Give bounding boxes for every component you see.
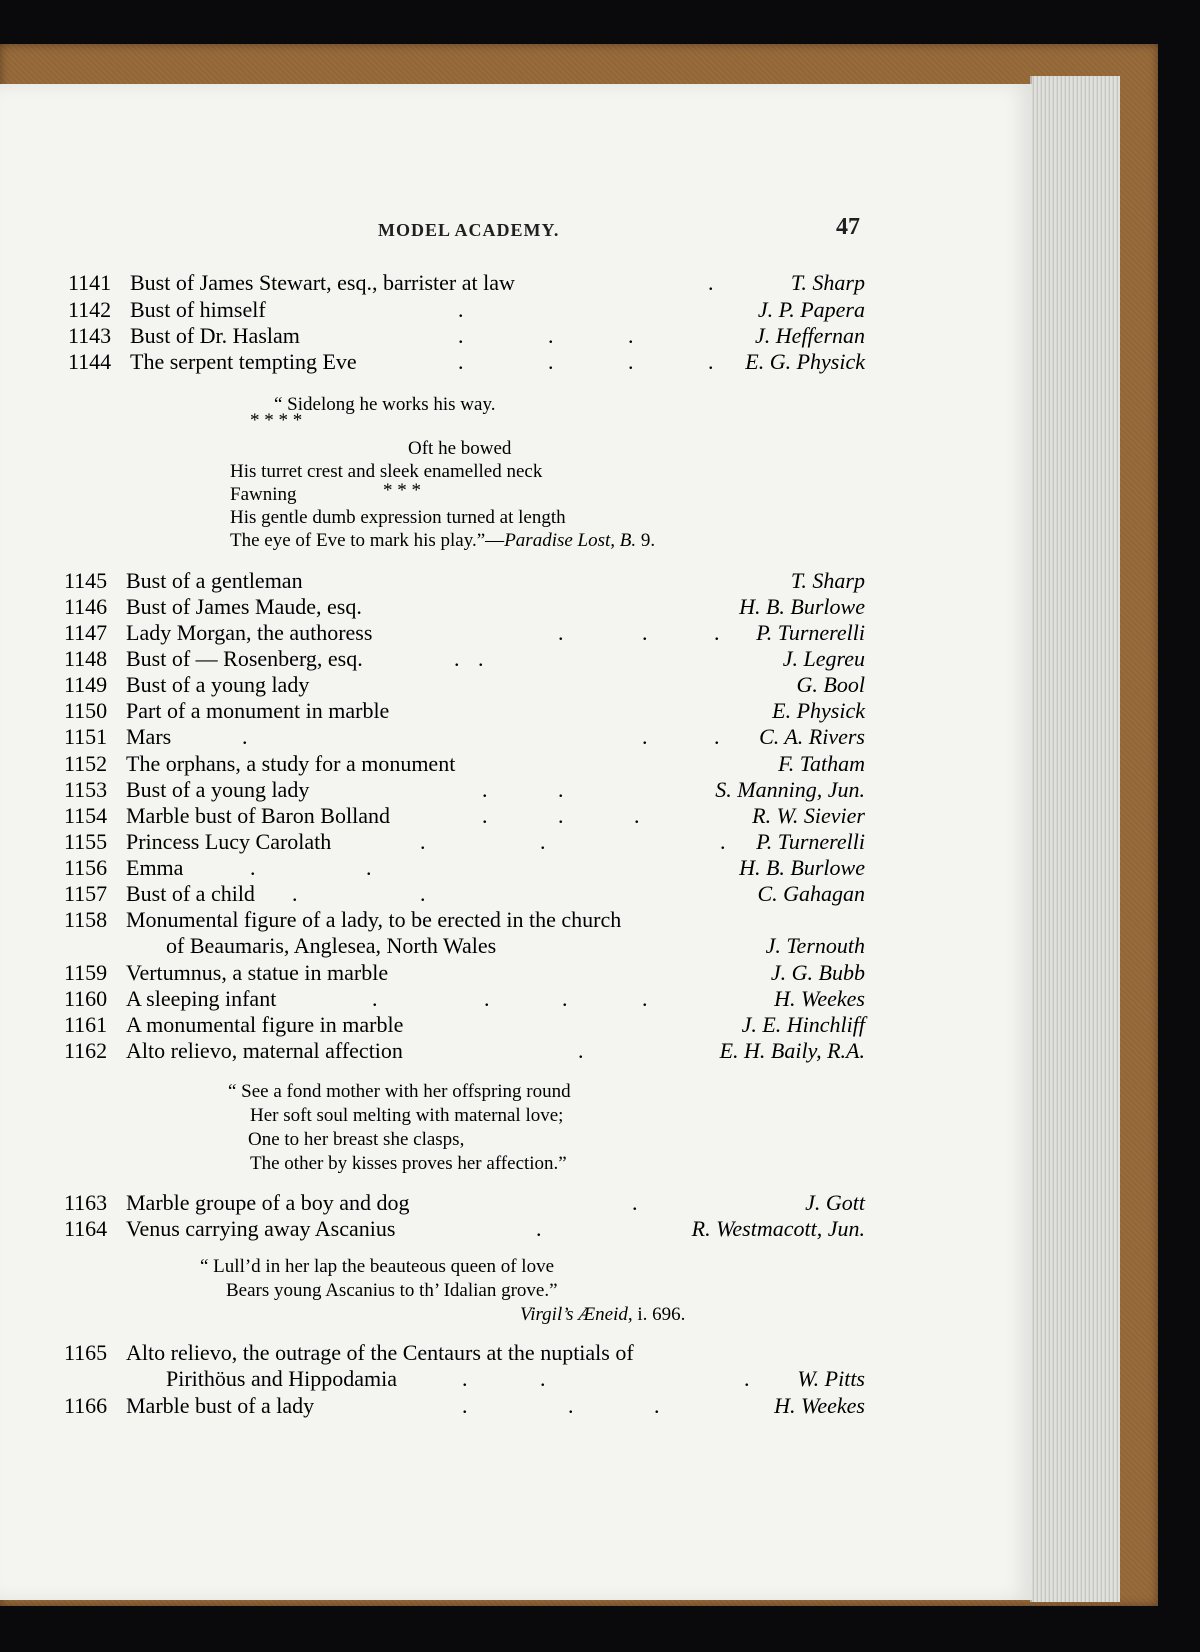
entry-title: Vertumnus, a statue in marble — [126, 960, 389, 985]
entry-artist: H. B. Burlowe — [739, 594, 865, 619]
leader-dot: . — [548, 323, 554, 348]
entry-title: The orphans, a study for a monument — [126, 751, 456, 776]
entry-title: A monumental figure in marble — [126, 1012, 404, 1037]
catalogue-entry — [68, 323, 865, 349]
catalogue-entry — [64, 907, 865, 933]
entry-number: 1164 — [64, 1216, 108, 1241]
leader-dot: . — [420, 829, 426, 854]
leader-dot: . — [484, 986, 490, 1011]
entry-number: 1146 — [64, 594, 108, 619]
leader-dot: . — [540, 829, 546, 854]
leader-dot: . — [250, 855, 256, 880]
entry-artist: R. W. Sievier — [752, 803, 865, 828]
entry-title: Bust of James Maude, esq. — [126, 594, 362, 619]
catalogue-entry-continuation — [64, 1366, 865, 1392]
entry-title: Bust of James Stewart, esq., barrister at law — [130, 270, 515, 295]
catalogue-entry — [64, 881, 865, 907]
entry-title: Monumental figure of a lady, to be erected in the church — [126, 907, 622, 932]
entry-title: Marble bust of Baron Bolland — [126, 803, 390, 828]
leader-dot: . — [458, 349, 464, 374]
entry-number: 1166 — [64, 1393, 108, 1418]
entry-title: Bust of a gentleman — [126, 568, 303, 593]
quote-line: Oft he bowed — [408, 438, 512, 459]
leader-dot: . — [714, 620, 720, 645]
leader-dot: . — [482, 777, 488, 802]
entry-artist: W. Pitts — [797, 1366, 865, 1391]
entry-number: 1161 — [64, 1012, 108, 1037]
page-edges — [1030, 76, 1120, 1602]
quote-line: Fawning — [230, 484, 297, 505]
leader-dot: . — [242, 724, 248, 749]
quote-line: The other by kisses proves her affection.” — [250, 1153, 567, 1174]
catalogue-entry — [68, 297, 865, 323]
catalogue-entry — [64, 1012, 865, 1038]
entry-number: 1150 — [64, 698, 108, 723]
leader-dot: . — [558, 620, 564, 645]
leader-dot: . — [744, 1366, 750, 1391]
quote-line: “ Sidelong he works his way. — [274, 394, 496, 415]
catalogue-entry — [64, 960, 865, 986]
entry-number: 1141 — [68, 270, 112, 295]
entry-artist: J. P. Papera — [757, 297, 865, 322]
catalogue-entry — [64, 620, 865, 646]
entry-number: 1159 — [64, 960, 108, 985]
leader-dot: . — [628, 323, 634, 348]
catalogue-entry — [64, 777, 865, 803]
entry-title: Emma — [126, 855, 184, 880]
leader-dot: . — [632, 1190, 638, 1215]
entry-artist: E. G. Physick — [745, 349, 865, 374]
catalogue-entry — [64, 594, 865, 620]
leader-dot: . — [462, 1366, 468, 1391]
entry-title: Mars — [126, 724, 172, 749]
entry-artist: J. Gott — [805, 1190, 865, 1215]
entry-artist: T. Sharp — [790, 568, 865, 593]
quote-line: “ Lull’d in her lap the beauteous queen of love — [200, 1256, 555, 1277]
entry-artist: T. Sharp — [790, 270, 865, 295]
entry-number: 1152 — [64, 751, 108, 776]
leader-dot: . — [462, 1393, 468, 1418]
quote-line: Bears young Ascanius to th’ Idalian grove.” — [226, 1280, 558, 1301]
entry-title: A sleeping infant — [126, 986, 277, 1011]
entry-artist: P. Turnerelli — [756, 620, 865, 645]
entry-title: Part of a monument in marble — [126, 698, 390, 723]
entry-artist: C. Gahagan — [757, 881, 865, 906]
entry-artist: G. Bool — [796, 672, 865, 697]
catalogue-entry-continuation — [64, 933, 865, 959]
leader-dot: . — [634, 803, 640, 828]
entry-artist: H. B. Burlowe — [739, 855, 865, 880]
entry-number: 1163 — [64, 1190, 108, 1215]
entry-artist: J. G. Bubb — [770, 960, 865, 985]
leader-dot: . — [482, 803, 488, 828]
catalogue-entry — [68, 349, 865, 375]
leader-dot: . — [642, 620, 648, 645]
catalogue-entry — [64, 1216, 865, 1242]
entry-number: 1158 — [64, 907, 108, 932]
entry-number: 1156 — [64, 855, 108, 880]
entry-artist: E. Physick — [772, 698, 865, 723]
entry-title: Lady Morgan, the authoress — [126, 620, 373, 645]
entry-title: Alto relievo, maternal affection — [126, 1038, 403, 1063]
entry-artist: E. H. Baily, R.A. — [719, 1038, 865, 1063]
quote-line: One to her breast she clasps, — [248, 1129, 465, 1150]
leader-dot: . — [372, 986, 378, 1011]
catalogue-entry — [64, 568, 865, 594]
entry-artist: C. A. Rivers — [759, 724, 865, 749]
entry-title: Bust of a young lady — [126, 777, 310, 802]
catalogue-entry — [64, 724, 865, 750]
entry-number: 1147 — [64, 620, 108, 645]
entry-number: 1160 — [64, 986, 108, 1011]
leader-dot: . — [720, 829, 726, 854]
leader-dot: . — [578, 1038, 584, 1063]
entry-number: 1145 — [64, 568, 108, 593]
entry-artist: J. Ternouth — [765, 933, 865, 958]
entry-number: 1144 — [68, 349, 112, 374]
entry-number: 1162 — [64, 1038, 108, 1063]
quote-line: The eye of Eve to mark his play.”—Paradise Lost, B. 9. — [230, 530, 656, 551]
leader-dot: . — [642, 724, 648, 749]
catalogue-entry — [64, 698, 865, 724]
leader-dot: . — [366, 855, 372, 880]
leader-dot: . — [558, 777, 564, 802]
entry-title: Princess Lucy Carolath — [126, 829, 332, 854]
entry-title: Bust of a child — [126, 881, 255, 906]
quote-line: His gentle dumb expression turned at length — [230, 507, 566, 528]
entry-artist: H. Weekes — [774, 1393, 865, 1418]
catalogue-entry — [64, 751, 865, 777]
entry-number: 1149 — [64, 672, 108, 697]
leader-dot: . — [458, 297, 464, 322]
entry-number: 1155 — [64, 829, 108, 854]
entry-artist: P. Turnerelli — [756, 829, 865, 854]
catalogue-entry — [64, 672, 865, 698]
leader-dot: . — [628, 349, 634, 374]
catalogue-entry — [64, 646, 865, 672]
quote-line: Her soft soul melting with maternal love; — [250, 1105, 564, 1126]
catalogue-entry — [64, 986, 865, 1012]
entry-title: Marble bust of a lady — [126, 1393, 315, 1418]
catalogue-entry — [68, 270, 865, 296]
catalogue-entry — [64, 1190, 865, 1216]
catalogue-entry — [64, 1340, 865, 1366]
entry-artist: J. Heffernan — [755, 323, 865, 348]
leader-dot: . — [536, 1216, 542, 1241]
quote-source: Virgil’s Æneid, i. 696. — [520, 1304, 686, 1325]
entry-title: Bust of a young lady — [126, 672, 310, 697]
running-head: MODEL ACADEMY. — [378, 220, 560, 240]
leader-dot: . — [568, 1393, 574, 1418]
leader-dot: . — [708, 270, 714, 295]
leader-dot: . — [562, 986, 568, 1011]
entry-title: The serpent tempting Eve — [130, 349, 357, 374]
leader-dot: . — [540, 1366, 546, 1391]
entry-artist: J. Legreu — [782, 646, 865, 671]
quote-line: His turret crest and sleek enamelled neck — [230, 461, 543, 482]
leader-dot: . — [454, 646, 460, 671]
entry-number: 1157 — [64, 881, 108, 906]
entry-number: 1154 — [64, 803, 108, 828]
entry-number: 1165 — [64, 1340, 108, 1365]
catalogue-entry — [64, 1038, 865, 1064]
entry-artist: J. E. Hinchliff — [741, 1012, 865, 1037]
entry-number: 1153 — [64, 777, 108, 802]
entry-title: Marble groupe of a boy and dog — [126, 1190, 410, 1215]
catalogue-entry — [64, 829, 865, 855]
leader-dot: . — [558, 803, 564, 828]
entry-number: 1151 — [64, 724, 108, 749]
leader-dot: . — [478, 646, 484, 671]
page-number: 47 — [836, 214, 860, 240]
entry-artist: S. Manning, Jun. — [715, 777, 865, 802]
quote-asterisks: * * * * — [250, 410, 303, 431]
leader-dot: . — [642, 986, 648, 1011]
entry-title: Alto relievo, the outrage of the Centaurs at the nuptials of — [126, 1340, 634, 1365]
catalogue-entry — [64, 803, 865, 829]
catalogue-entry — [64, 855, 865, 881]
quote-line: “ See a fond mother with her offspring round — [228, 1081, 571, 1102]
catalogue-entry — [64, 1393, 865, 1419]
quote-asterisks: * * * — [383, 480, 421, 501]
leader-dot: . — [420, 881, 426, 906]
leader-dot: . — [714, 724, 720, 749]
entry-title: Bust of Dr. Haslam — [130, 323, 300, 348]
entry-artist: F. Tatham — [778, 751, 865, 776]
entry-artist: H. Weekes — [774, 986, 865, 1011]
leader-dot: . — [292, 881, 298, 906]
leader-dot: . — [548, 349, 554, 374]
entry-number: 1142 — [68, 297, 112, 322]
leader-dot: . — [708, 349, 714, 374]
entry-title: Bust of — Rosenberg, esq. — [126, 646, 363, 671]
leader-dot: . — [654, 1393, 660, 1418]
entry-title-continued: of Beaumaris, Anglesea, North Wales — [166, 933, 497, 958]
entry-number: 1148 — [64, 646, 108, 671]
entry-number: 1143 — [68, 323, 112, 348]
entry-artist: R. Westmacott, Jun. — [691, 1216, 865, 1241]
entry-title: Bust of himself — [130, 297, 266, 322]
quote-source: Paradise Lost, B. — [504, 530, 637, 551]
leader-dot: . — [458, 323, 464, 348]
entry-title: Venus carrying away Ascanius — [126, 1216, 396, 1241]
entry-title-continued: Pirithöus and Hippodamia — [166, 1366, 397, 1391]
